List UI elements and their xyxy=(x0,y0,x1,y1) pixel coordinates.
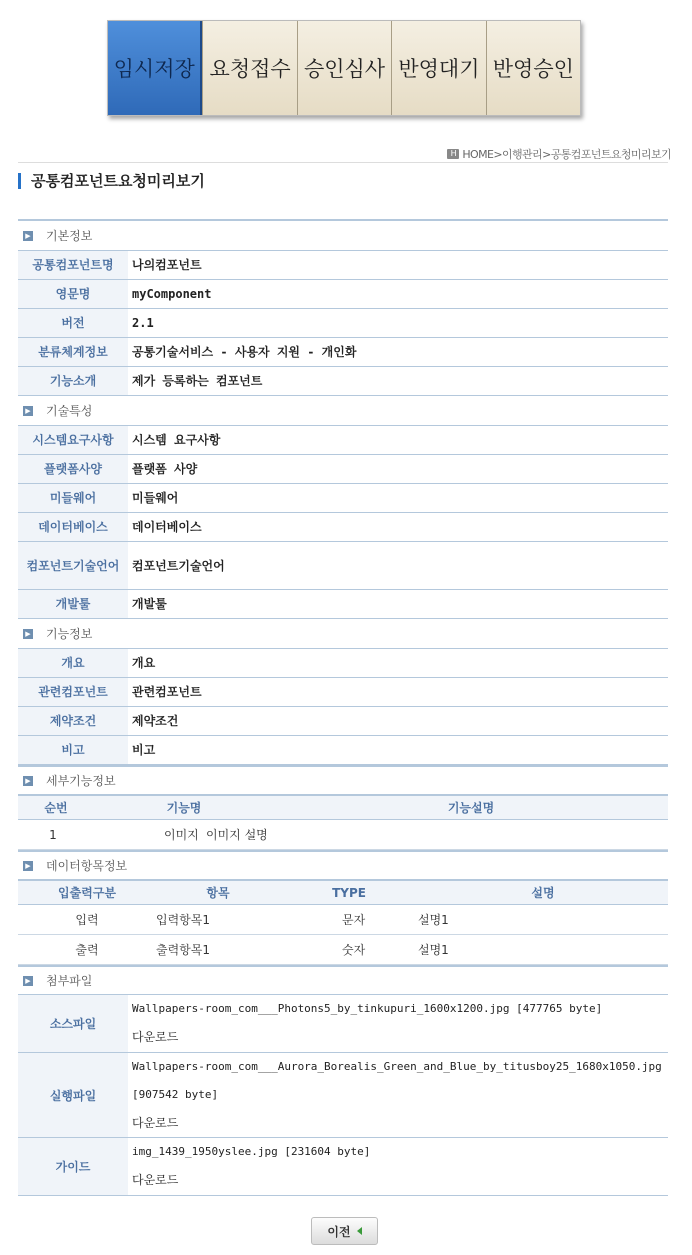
triangle-left-icon xyxy=(357,1227,362,1235)
section-tech-info xyxy=(18,396,668,426)
row-label: 관련컴포넌트 xyxy=(18,678,128,706)
preview-table xyxy=(18,219,668,1196)
row-label: 개발툴 xyxy=(18,590,128,618)
row-label: 버전 xyxy=(18,309,128,337)
file-name: Wallpapers-room_com___Photons5_by_tinkupuri_1600x1200.jpg [477765 byte] xyxy=(132,1002,603,1015)
table-cell: 문자 xyxy=(342,913,366,927)
file-name: img_1439_1950yslee.jpg [231604 byte] xyxy=(132,1145,371,1158)
prev-button[interactable] xyxy=(311,1217,378,1245)
step-tabs xyxy=(107,20,581,116)
prev-button-label: 이전 xyxy=(327,1224,351,1239)
table-row xyxy=(18,905,668,935)
row-value: 나의컴포넌트 xyxy=(132,258,202,272)
arrow-right-icon: ▶ xyxy=(23,776,33,786)
info-row xyxy=(18,426,668,455)
column-header: 기능명 xyxy=(166,801,202,815)
attach-label: 소스파일 xyxy=(18,995,128,1052)
attach-row-source xyxy=(18,995,668,1053)
row-value: 2.1 xyxy=(132,316,154,330)
download-link[interactable]: 다운로드 xyxy=(132,1116,179,1130)
info-row xyxy=(18,484,668,513)
file-name: Wallpapers-room_com___Aurora_Borealis_Green_and_Blue_by_titusboy25_1680x1050.jpg [907542 byte] xyxy=(132,1060,662,1101)
section-label: 기술특성 xyxy=(46,404,93,418)
table-row xyxy=(18,935,668,965)
table-cell: 설명1 xyxy=(418,913,449,927)
attach-row-guide xyxy=(18,1138,668,1196)
download-link[interactable]: 다운로드 xyxy=(132,1173,179,1187)
info-row xyxy=(18,251,668,280)
table-row xyxy=(18,820,668,850)
row-value: 시스템 요구사항 xyxy=(132,433,221,447)
row-label: 컴포넌트기술언어 xyxy=(18,542,128,589)
home-icon: H xyxy=(447,149,459,159)
table-cell: 이미지 설명 xyxy=(206,828,268,842)
table-cell: 1 xyxy=(49,827,57,842)
step-apply-approval[interactable]: 반영승인 xyxy=(486,21,580,115)
table-cell: 이미지 xyxy=(164,828,199,842)
table-cell: 입력 xyxy=(75,913,99,927)
table-cell: 설명1 xyxy=(418,943,449,957)
row-value: 데이터베이스 xyxy=(132,520,202,534)
section-basic-info xyxy=(18,221,668,251)
section-label: 기본정보 xyxy=(46,229,93,243)
arrow-right-icon: ▶ xyxy=(23,861,33,871)
step-apply-wait[interactable]: 반영대기 xyxy=(391,21,485,115)
section-label: 데이터항목정보 xyxy=(46,859,128,873)
section-label: 기능정보 xyxy=(46,627,93,641)
info-row xyxy=(18,649,668,678)
column-header: TYPE xyxy=(332,885,366,900)
section-detail-func xyxy=(18,765,668,795)
row-label: 플랫폼사양 xyxy=(18,455,128,483)
breadcrumb-separator: > xyxy=(493,147,502,161)
row-label: 분류체계정보 xyxy=(18,338,128,366)
step-request-receive[interactable]: 요청접수 xyxy=(202,21,296,115)
row-value: 컴포넌트기술언어 xyxy=(132,558,225,573)
step-temp-save[interactable]: 임시저장 xyxy=(108,21,202,115)
table-cell: 출력 xyxy=(75,943,99,957)
arrow-right-icon: ▶ xyxy=(23,231,33,241)
data-table-header xyxy=(18,880,668,905)
row-value: 개발툴 xyxy=(132,597,167,611)
column-header: 입출력구분 xyxy=(58,886,116,900)
breadcrumb-current: 공통컴포넌트요청미리보기 xyxy=(550,148,671,161)
row-value: 플랫폼 사양 xyxy=(132,462,198,476)
breadcrumb-level1[interactable]: 이행관리 xyxy=(501,148,543,161)
row-value: myComponent xyxy=(132,287,212,301)
info-row xyxy=(18,707,668,736)
info-row xyxy=(18,590,668,619)
section-func-info xyxy=(18,619,668,649)
detail-table-header xyxy=(18,795,668,820)
section-label: 세부기능정보 xyxy=(46,774,116,788)
attach-row-exec xyxy=(18,1053,668,1138)
info-row xyxy=(18,309,668,338)
row-value: 미들웨어 xyxy=(132,491,179,505)
row-value: 제약조건 xyxy=(132,714,179,728)
arrow-right-icon: ▶ xyxy=(23,406,33,416)
column-header: 기능설명 xyxy=(447,801,495,815)
info-row xyxy=(18,338,668,367)
section-data-items xyxy=(18,850,668,880)
info-row xyxy=(18,455,668,484)
row-label: 공통컴포넌트명 xyxy=(18,251,128,279)
info-row xyxy=(18,542,668,590)
page-title: 공통컴포넌트요청미리보기 xyxy=(18,173,205,189)
divider xyxy=(18,162,668,163)
arrow-right-icon: ▶ xyxy=(23,976,33,986)
row-value: 공통기술서비스 - 사용자 지원 - 개인화 xyxy=(132,345,357,359)
breadcrumb-home[interactable]: HOME xyxy=(462,147,494,161)
step-approval-review[interactable]: 승인심사 xyxy=(297,21,391,115)
breadcrumb xyxy=(447,146,671,162)
section-attachments xyxy=(18,965,668,995)
row-label: 데이터베이스 xyxy=(18,513,128,541)
row-label: 영문명 xyxy=(18,280,128,308)
row-value: 비고 xyxy=(132,743,156,757)
info-row xyxy=(18,736,668,765)
attach-label: 실행파일 xyxy=(18,1053,128,1137)
info-row xyxy=(18,367,668,396)
table-cell: 숫자 xyxy=(342,943,366,957)
row-value: 제가 등록하는 컴포넌트 xyxy=(132,374,263,388)
row-label: 미들웨어 xyxy=(18,484,128,512)
download-link[interactable]: 다운로드 xyxy=(132,1030,179,1044)
attach-label: 가이드 xyxy=(18,1138,128,1195)
column-header: 항목 xyxy=(206,886,230,900)
row-label: 기능소개 xyxy=(18,367,128,395)
table-cell: 출력항목1 xyxy=(156,943,211,957)
column-header: 설명 xyxy=(531,886,555,900)
row-value: 관련컴포넌트 xyxy=(132,685,202,699)
row-label: 개요 xyxy=(18,649,128,677)
section-label: 첨부파일 xyxy=(46,974,93,988)
row-label: 제약조건 xyxy=(18,707,128,735)
info-row xyxy=(18,280,668,309)
row-label: 시스템요구사항 xyxy=(18,426,128,454)
row-value: 개요 xyxy=(132,656,156,670)
arrow-right-icon: ▶ xyxy=(23,629,33,639)
table-cell: 입력항목1 xyxy=(156,913,211,927)
breadcrumb-separator: > xyxy=(542,147,551,161)
row-label: 비고 xyxy=(18,736,128,764)
column-header: 순번 xyxy=(44,801,68,815)
info-row xyxy=(18,678,668,707)
info-row xyxy=(18,513,668,542)
